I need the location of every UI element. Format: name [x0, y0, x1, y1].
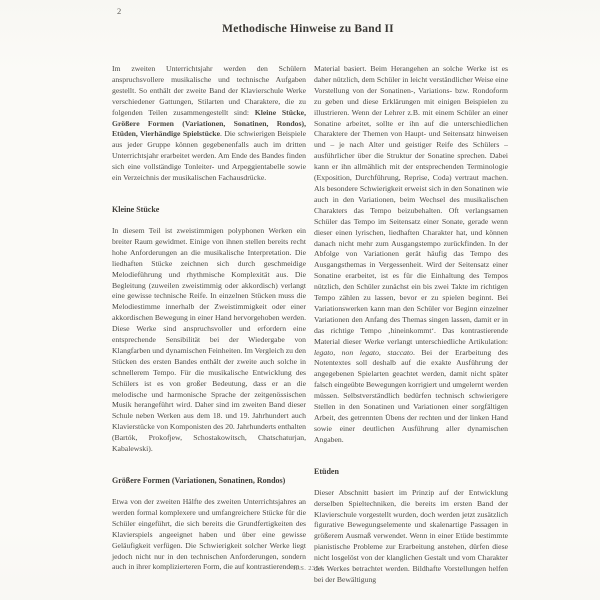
section-heading-groessere-formen: Größere Formen (Variationen, Sonatinen, Rondos) — [112, 476, 286, 485]
page-title: Methodische Hinweise zu Band II — [222, 23, 394, 35]
paragraph-groessere-formen-continued — [314, 64, 508, 446]
section-heading-etueden: Etüden — [314, 466, 339, 476]
paragraph-groessere-formen: Etwa von der zweiten Hälfte des zweiten Unterrichtsjahres an werden formal komplexere und umfangreichere Stücke für die Schüler eingeführt, die sich bereits die Grundfertigkeiten des Klavierspiels angeeignet haben und über eine gewisse Geläufigkeit verfügen. Die Schwierigkeit solcher Werke liegt jedoch nicht nur in den technischen Anforderungen, sondern auch in ihrer komplizierteren Form, die auf kontrastierendem — [112, 497, 306, 572]
text-columns — [112, 64, 508, 586]
left-column — [112, 64, 306, 586]
paragraph-continued-text-end: . Bei der Erarbeitung des Notentextes soll deshalb auf die exakte Ausführung der angegebenen Spielarten geachtet werden, damit nicht später falsch eingeübte Bewegungen korrigiert und umgelernt werden müssen. Selbstverständlich bedürfen technisch schwierigere Stellen in den Sonatinen und Variationen einer sorgfältigen Arbeit, des getrennten Übens der rechten und der linken Hand sowie einer deutlichen Ausführung aller dynamischen Angaben. — [314, 347, 508, 444]
paragraph-intro — [112, 64, 306, 184]
paragraph-intro-bold-section-list: Kleine Stücke, Größere Formen (Variationen, Sonatinen, Rondos), Etüden, Vierhändige Spielstücke — [112, 107, 307, 139]
paragraph-continued-text: Material basiert. Beim Herangehen an solche Werke ist es daher nützlich, dem Schüler in leicht verständlicher Weise eine Vorstellung von der Sonatinen-, Variations- bzw. Rondoform zu geben und diese Erklärungen mit einigen Beispielen zu illustrieren. Wenn der Lehrer z.B. mit einem Schüler an einer Sonatine arbeitet, sollte er ihn auf die unterschiedlichen Charaktere der Themen von Haupt- und Seitensatz hinweisen und – je nach Alter und geistiger Reife des Schülers – ausführlicher über die Struktur der Sonatine sprechen. Dabei kann er ihn allmählich mit der entsprechenden Terminologie (Exposition, Durchführung, Reprise, Coda) vertraut machen. Als besondere Schwierigkeit erweist sich in den Sonatinen wie auch in den Variationen, beim Wechsel des musikalischen Charakters das Tempo beizubehalten. Oft verlangsamen Schüler das Tempo im Seitensatz einer Sonate, gerade wenn dieser einen lyrischen, liedhaften Charakter hat, und können danach nicht mehr zum Ausgangstempo zurückfinden. In der Abfolge von Variationen gerät häufig das Tempo des Ausgangsthemas in Vergessenheit. Wird der Seitensatz einer Sonatine erarbeitet, ist es für die Einhaltung des Tempos nützlich, den Schüler zunächst ein bis zwei Takte im richtigen Tempo zählen zu lassen, bevor er zu spielen beginnt. Bei Variationswerken kann man den Schüler vor Beginn einzelner Variationen den Anfang des Themas singen lassen, damit er in das richtige Tempo ‚hineinkommt‘. Das kontrastierende Material dieser Werke verlangt unterschiedliche Artikulation: — [314, 64, 508, 346]
articulation-terms-italic: legato, non legato, staccato — [314, 347, 413, 357]
right-column — [314, 64, 508, 586]
paragraph-intro-text-end: . Die schwierigen Beispiele aus jeder Gruppe können gegebenenfalls auch im dritten Unterrichtsjahr erarbeitet werden. Am Ende des Bandes finden sich eine vollständige Tonleiter- und Arpeggientabelle sowie ein Verzeichnis der musikalischen Fachausdrücke. — [112, 129, 306, 183]
page-number: 2 — [117, 6, 122, 16]
section-heading-kleine-stuecke: Kleine Stücke — [112, 204, 160, 214]
plate-number-footer: H.S. 2354 — [293, 565, 323, 572]
paragraph-etueden: Dieser Abschnitt basiert im Prinzip auf der Entwicklung derselben Spieltechniken, die bereits im ersten Band der Klavierschule vorgestellt wurden, doch werden jetzt zusätzlich figurative Bewegungselemente und skalenartige Passagen in größerem Ausmaß verwendet. Wenn in einer Etüde bestimmte pianistische Probleme zur Erarbeitung anstehen, dürfen diese nicht losgelöst von der klanglichen Gestalt und vom Charakter des Werkes betrachtet werden. Bildhafte Vorstellungen helfen bei der Bewältigung — [314, 487, 508, 584]
paragraph-kleine-stuecke: In diesem Teil ist zweistimmigen polyphonen Werken ein breiter Raum gewidmet. Einige von ihnen stellen bereits recht hohe Anforderungen an die musikalische Interpretation. Die liedhaften Stücke zeichnen sich durch geschmeidige Melodieführung und rhythmische Komplexität aus. Die Begleitung (zuweilen zweistimmig oder akkordisch) verlangt eine gewisse technische Reife. In einzelnen Stücken muss die Melodiestimme innerhalb der Zweistimmigkeit oder einer akkordischen Bewegung in einer Hand hervorgehoben werden. Diese Werke sind anspruchsvoller und erfordern eine entsprechende Sensibilität bei der Wiedergabe von Klangfarben und dynamischen Feinheiten. Im Vergleich zu den Stücken des ersten Bandes enthält der zweite auch solche in schnellerem Tempo. Für die musikalische Entwicklung des Schülers ist es von großer Bedeutung, dass er an die melodische und harmonische Sprache der zeitgenössischen Musik herangeführt wird. Daher sind im zweiten Band dieser Schule neben Werken aus dem 18. und 19. Jahrhundert auch Klavierstücke von Komponisten des 20. Jahrhunderts enthalten (Bartók, Prokofjew, Schostakowitsch, Chatschaturjan, Kabalewski). — [112, 225, 306, 454]
paragraph-intro-text: Im zweiten Unterrichtsjahr werden den Schülern anspruchsvollere musikalische und technische Aufgaben gestellt. So enthält der zweite Band der Klavierschule Werke verschiedener Gattungen, Stilarten und Charaktere, die zu folgenden Teilen zusammengestellt sind: — [112, 64, 306, 117]
